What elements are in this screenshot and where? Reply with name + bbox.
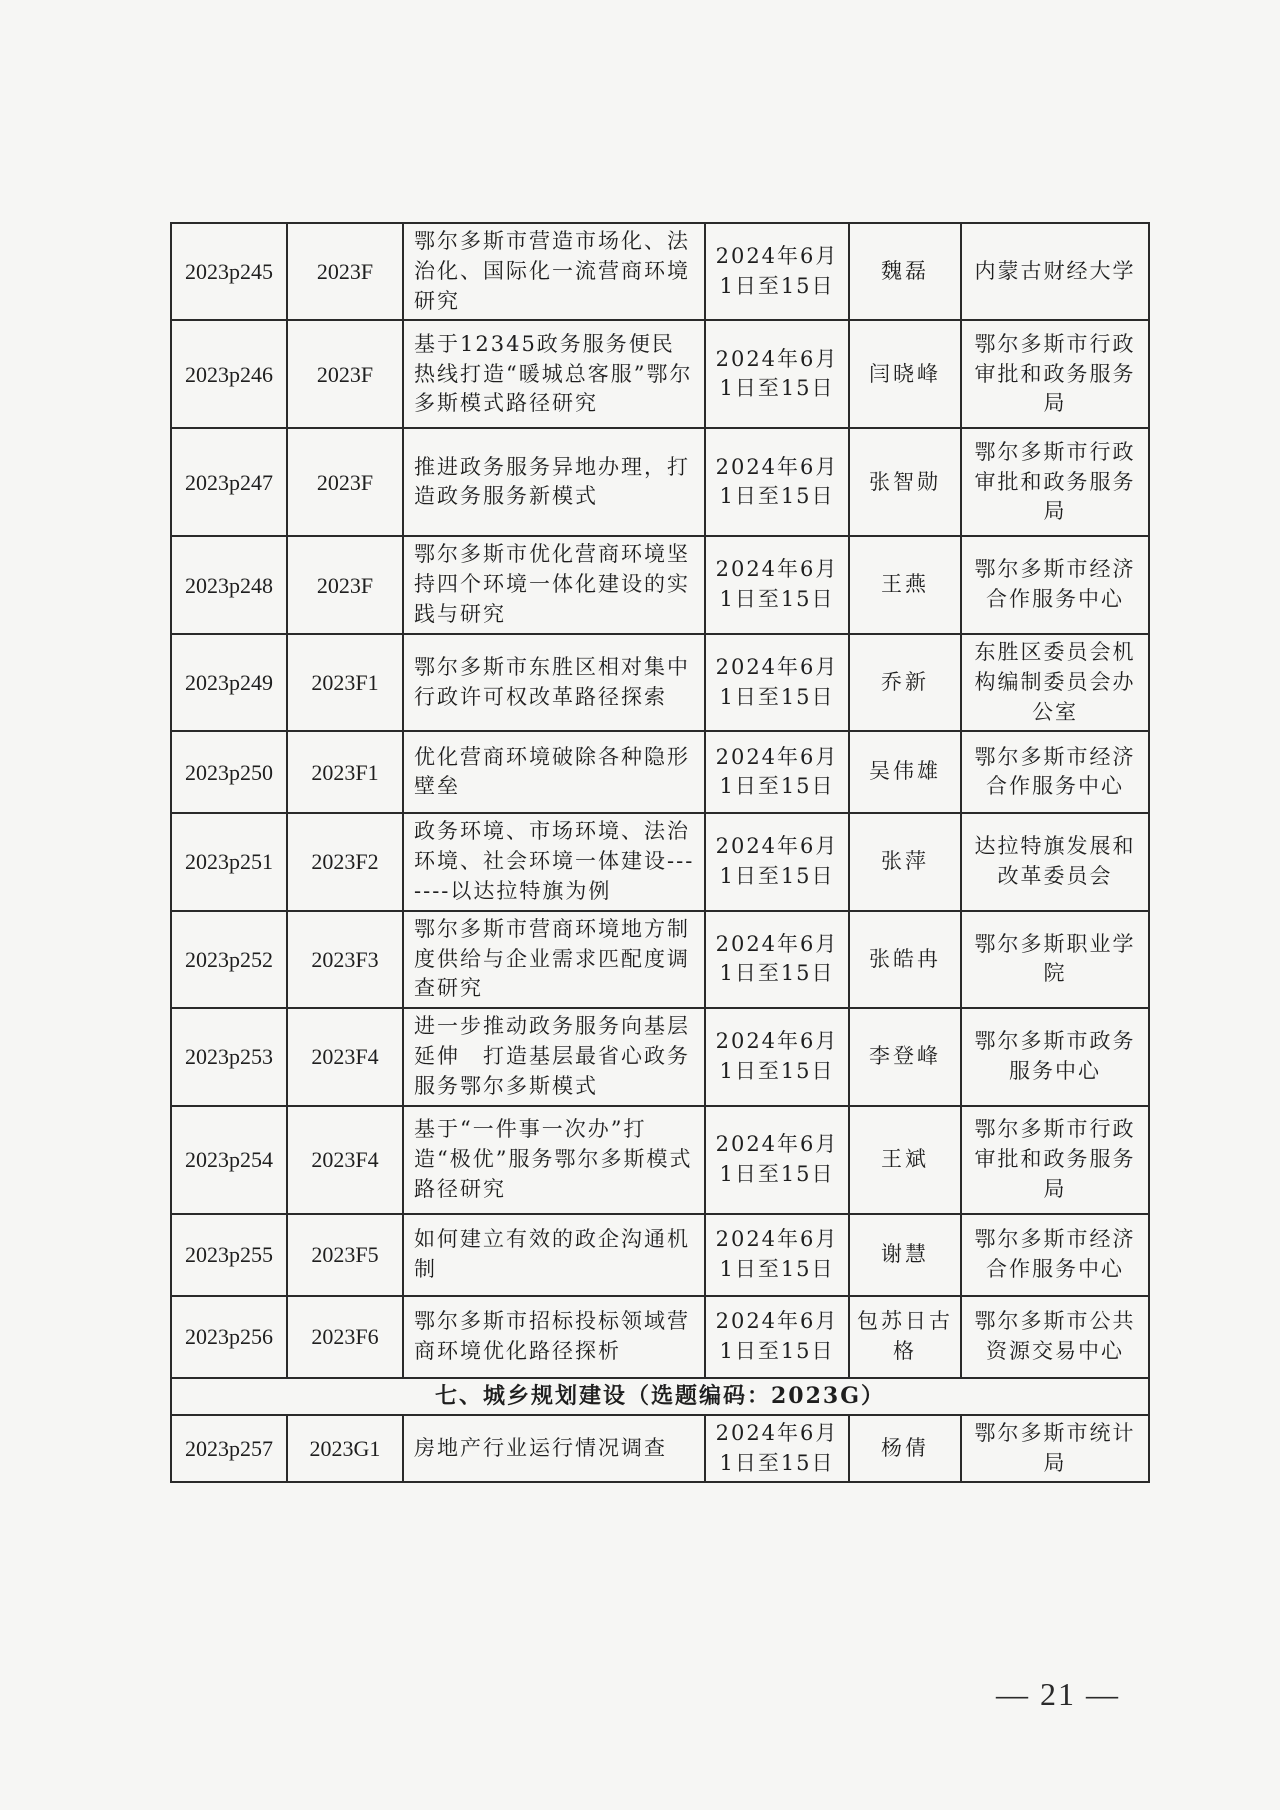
survey-date-cell: 2024年6月1日至15日: [705, 223, 849, 320]
project-title-cell: 房地产行业运行情况调查: [403, 1415, 705, 1483]
survey-date-cell: 2024年6月1日至15日: [705, 1296, 849, 1378]
researcher-name-cell: 谢慧: [849, 1214, 961, 1296]
project-id-cell: 2023p247: [171, 428, 287, 536]
researcher-name-cell: 乔新: [849, 634, 961, 731]
project-title-cell: 鄂尔多斯市营造市场化、法治化、国际化一流营商环境研究: [403, 223, 705, 320]
researcher-name-cell: 张萍: [849, 813, 961, 910]
table-row: [171, 1415, 1149, 1483]
section-heading: 七、城乡规划建设（选题编码：2023G）: [171, 1378, 1149, 1415]
table-row: [171, 1106, 1149, 1214]
organization-cell: 鄂尔多斯市经济合作服务中心: [961, 731, 1149, 813]
topic-code-cell: 2023F: [287, 223, 403, 320]
project-id-cell: 2023p255: [171, 1214, 287, 1296]
organization-cell: 内蒙古财经大学: [961, 223, 1149, 320]
topic-code-cell: 2023F6: [287, 1296, 403, 1378]
survey-date-cell: 2024年6月1日至15日: [705, 1106, 849, 1214]
topic-code-cell: 2023F: [287, 320, 403, 428]
project-id-cell: 2023p251: [171, 813, 287, 910]
table-row: [171, 1296, 1149, 1378]
survey-date-cell: 2024年6月1日至15日: [705, 428, 849, 536]
survey-date-cell: 2024年6月1日至15日: [705, 813, 849, 910]
project-id-cell: 2023p245: [171, 223, 287, 320]
organization-cell: 鄂尔多斯市行政审批和政务服务局: [961, 1106, 1149, 1214]
researcher-name-cell: 吴伟雄: [849, 731, 961, 813]
table-row: [171, 428, 1149, 536]
project-title-cell: 进一步推动政务服务向基层延伸 打造基层最省心政务服务鄂尔多斯模式: [403, 1008, 705, 1105]
researcher-name-cell: 魏磊: [849, 223, 961, 320]
organization-cell: 东胜区委员会机构编制委员会办公室: [961, 634, 1149, 731]
section-heading-row: [171, 1378, 1149, 1415]
project-id-cell: 2023p253: [171, 1008, 287, 1105]
project-title-cell: 基于“一件事一次办”打造“极优”服务鄂尔多斯模式路径研究: [403, 1106, 705, 1214]
survey-date-cell: 2024年6月1日至15日: [705, 731, 849, 813]
researcher-name-cell: 李登峰: [849, 1008, 961, 1105]
researcher-name-cell: 包苏日古格: [849, 1296, 961, 1378]
researcher-name-cell: 王燕: [849, 536, 961, 633]
organization-cell: 鄂尔多斯市公共资源交易中心: [961, 1296, 1149, 1378]
project-id-cell: 2023p248: [171, 536, 287, 633]
topic-code-cell: 2023F1: [287, 634, 403, 731]
topic-code-cell: 2023F2: [287, 813, 403, 910]
project-id-cell: 2023p249: [171, 634, 287, 731]
organization-cell: 鄂尔多斯市经济合作服务中心: [961, 1214, 1149, 1296]
table-row: [171, 320, 1149, 428]
section-table-body: [171, 1415, 1149, 1483]
project-title-cell: 鄂尔多斯市优化营商环境坚持四个环境一体化建设的实践与研究: [403, 536, 705, 633]
organization-cell: 鄂尔多斯市政务服务中心: [961, 1008, 1149, 1105]
project-table: [170, 222, 1150, 1483]
project-title-cell: 推进政务服务异地办理，打造政务服务新模式: [403, 428, 705, 536]
project-title-cell: 鄂尔多斯市东胜区相对集中行政许可权改革路径探索: [403, 634, 705, 731]
researcher-name-cell: 张智勋: [849, 428, 961, 536]
table-row: [171, 911, 1149, 1008]
survey-date-cell: 2024年6月1日至15日: [705, 634, 849, 731]
topic-code-cell: 2023F: [287, 536, 403, 633]
project-title-cell: 政务环境、市场环境、法治环境、社会环境一体建设-------以达拉特旗为例: [403, 813, 705, 910]
researcher-name-cell: 杨倩: [849, 1415, 961, 1483]
project-id-cell: 2023p252: [171, 911, 287, 1008]
survey-date-cell: 2024年6月1日至15日: [705, 1415, 849, 1483]
table-row: [171, 634, 1149, 731]
project-id-cell: 2023p257: [171, 1415, 287, 1483]
researcher-name-cell: 闫晓峰: [849, 320, 961, 428]
survey-date-cell: 2024年6月1日至15日: [705, 536, 849, 633]
project-id-cell: 2023p250: [171, 731, 287, 813]
topic-code-cell: 2023G1: [287, 1415, 403, 1483]
table-row: [171, 1008, 1149, 1105]
table-row: [171, 1214, 1149, 1296]
project-title-cell: 如何建立有效的政企沟通机制: [403, 1214, 705, 1296]
project-id-cell: 2023p246: [171, 320, 287, 428]
table-row: [171, 731, 1149, 813]
researcher-name-cell: 张皓冉: [849, 911, 961, 1008]
survey-date-cell: 2024年6月1日至15日: [705, 1214, 849, 1296]
survey-date-cell: 2024年6月1日至15日: [705, 911, 849, 1008]
organization-cell: 鄂尔多斯市行政审批和政务服务局: [961, 320, 1149, 428]
project-title-cell: 鄂尔多斯市招标投标领域营商环境优化路径探析: [403, 1296, 705, 1378]
topic-code-cell: 2023F4: [287, 1008, 403, 1105]
researcher-name-cell: 王斌: [849, 1106, 961, 1214]
organization-cell: 鄂尔多斯职业学院: [961, 911, 1149, 1008]
organization-cell: 鄂尔多斯市行政审批和政务服务局: [961, 428, 1149, 536]
topic-code-cell: 2023F5: [287, 1214, 403, 1296]
table-row: [171, 536, 1149, 633]
section-g: [171, 1378, 1149, 1415]
table-row: [171, 813, 1149, 910]
organization-cell: 鄂尔多斯市经济合作服务中心: [961, 536, 1149, 633]
topic-code-cell: 2023F4: [287, 1106, 403, 1214]
organization-cell: 鄂尔多斯市统计局: [961, 1415, 1149, 1483]
topic-code-cell: 2023F: [287, 428, 403, 536]
project-title-cell: 鄂尔多斯市营商环境地方制度供给与企业需求匹配度调查研究: [403, 911, 705, 1008]
project-title-cell: 优化营商环境破除各种隐形壁垒: [403, 731, 705, 813]
survey-date-cell: 2024年6月1日至15日: [705, 320, 849, 428]
table-row: [171, 223, 1149, 320]
project-title-cell: 基于12345政务服务便民热线打造“暖城总客服”鄂尔多斯模式路径研究: [403, 320, 705, 428]
organization-cell: 达拉特旗发展和改革委员会: [961, 813, 1149, 910]
topic-code-cell: 2023F3: [287, 911, 403, 1008]
survey-date-cell: 2024年6月1日至15日: [705, 1008, 849, 1105]
topic-code-cell: 2023F1: [287, 731, 403, 813]
page-number: — 21 —: [996, 1676, 1120, 1712]
table-body: [171, 223, 1149, 1378]
project-id-cell: 2023p256: [171, 1296, 287, 1378]
project-id-cell: 2023p254: [171, 1106, 287, 1214]
